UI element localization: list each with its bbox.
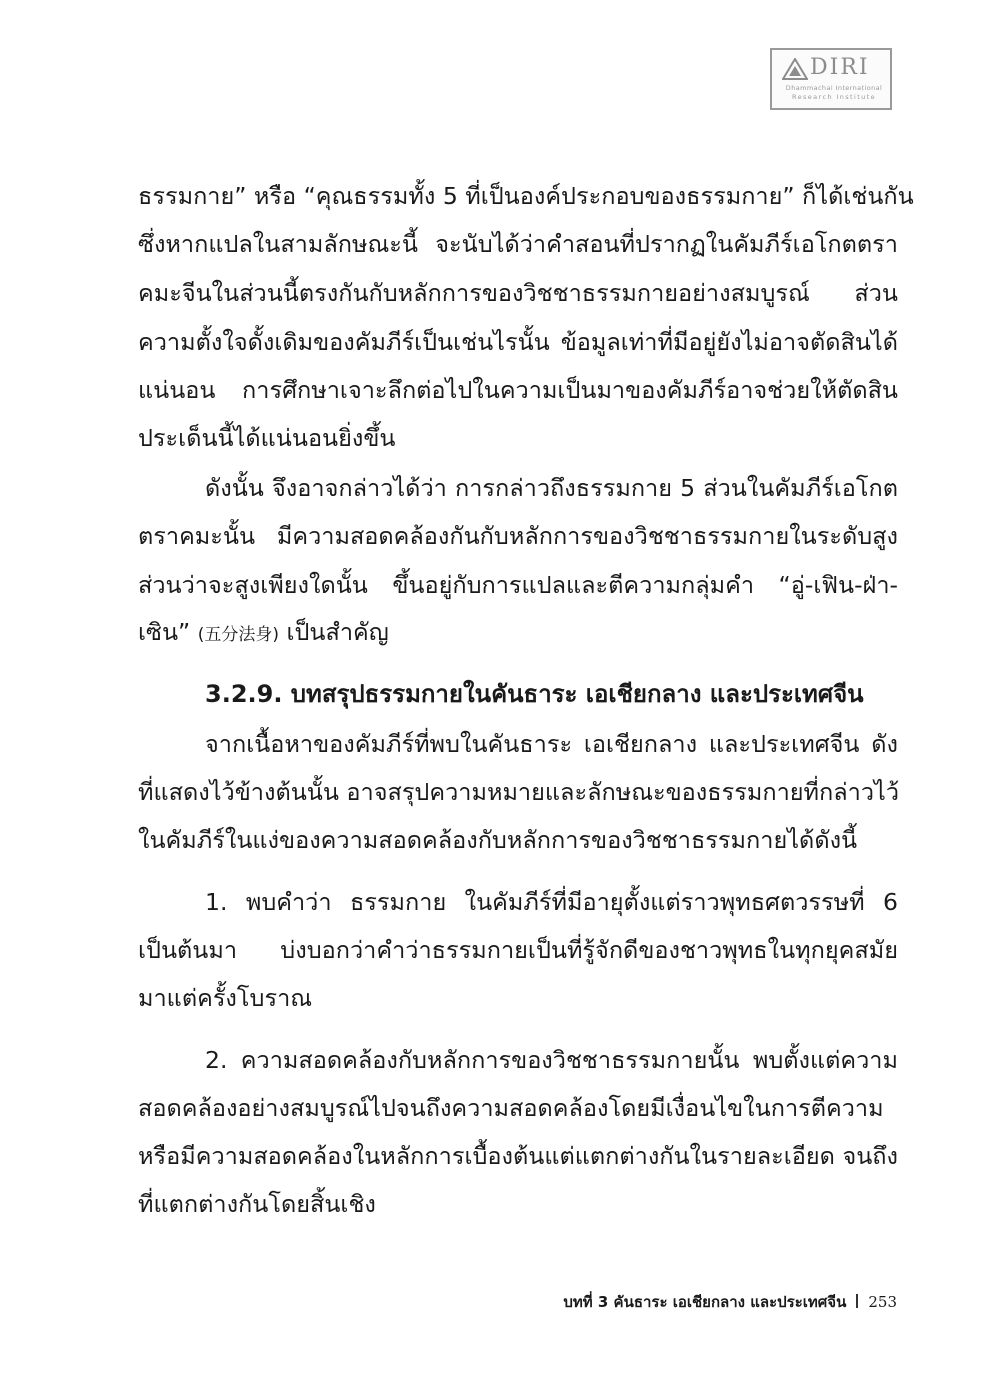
item2-line-1: 2. ความสอดคล้องกับหลักการของวิชชาธรรมกายนั้น พบตั้งแต่ความ xyxy=(205,1046,898,1074)
footer-chapter-title: บทที่ 3 คันธาระ เอเชียกลาง และประเทศจีน xyxy=(563,1293,847,1311)
section-heading: 3.2.9. บทสรุปธรรมกายในคันธาระ เอเชียกลาง และประเทศจีน xyxy=(205,680,864,708)
page-number: 253 xyxy=(868,1293,897,1311)
para2-line-1: ดังนั้น จึงอาจกล่าวได้ว่า การกล่าวถึงธรรมกาย 5 ส่วนในคัมภีร์เอโกต xyxy=(205,474,898,502)
item2-line-3: หรือมีความสอดคล้องในหลักการเบื้องต้นแต่แตกต่างกันในรายละเอียด จนถึง xyxy=(138,1142,898,1170)
item2-line-2: สอดคล้องอย่างสมบูรณ์ไปจนถึงความสอดคล้องโดยมีเงื่อนไขในการตีความ xyxy=(138,1094,884,1122)
item1-line-2: เป็นต้นมา บ่งบอกว่าคำว่าธรรมกายเป็นที่รู้จักดีของชาวพุทธในทุกยุคสมัย xyxy=(138,936,898,964)
para2-line-4 xyxy=(138,608,898,659)
item1-line-1: 1. พบคำว่า ธรรมกาย ในคัมภีร์ที่มีอายุตั้งแต่ราวพุทธศตวรรษที่ 6 xyxy=(205,888,898,916)
diri-triangle-icon xyxy=(782,58,808,80)
para2-last-text-a: เซิน” xyxy=(138,618,191,646)
item2-line-4: ที่แตกต่างกันโดยสิ้นเชิง xyxy=(138,1190,376,1218)
para2-line-3: ส่วนว่าจะสูงเพียงใดนั้น ขึ้นอยู่กับการแปลและตีความกลุ่มคำ “อู่-เฟิน-ฝ่า- xyxy=(138,571,898,599)
logo-subtitle-2: Research Institute xyxy=(791,93,877,101)
item1-line-3: มาแต่ครั้งโบราณ xyxy=(138,984,313,1012)
para1-line-6: ประเด็นนี้ได้แน่นอนยิ่งขึ้น xyxy=(138,424,396,452)
para1-line-3: คมะจีนในส่วนนี้ตรงกันกับหลักการของวิชชาธรรมกายอย่างสมบูรณ์ ส่วน xyxy=(138,279,898,307)
para1-line-4: ความตั้งใจดั้งเดิมของคัมภีร์เป็นเช่นไรนั้น ข้อมูลเท่าที่มีอยู่ยังไม่อาจตัดสินได้ xyxy=(138,328,898,356)
para1-line-1: ธรรมกาย” หรือ “คุณธรรมทั้ง 5 ที่เป็นองค์ประกอบของธรรมกาย” ก็ได้เช่นกัน xyxy=(138,182,914,210)
logo-name: DIRI xyxy=(810,55,870,80)
logo-subtitle-1: Dhammachai International xyxy=(785,84,883,92)
para3-line-3: ในคัมภีร์ในแง่ของความสอดคล้องกับหลักการของวิชชาธรรมกายได้ดังนี้ xyxy=(138,826,858,854)
footer-separator xyxy=(856,1294,858,1308)
para2-last-text-b: เป็นสำคัญ xyxy=(286,618,389,646)
para3-line-1: จากเนื้อหาของคัมภีร์ที่พบในคันธาระ เอเชียกลาง และประเทศจีน ดัง xyxy=(205,730,898,758)
diri-logo xyxy=(770,48,892,110)
para2-chinese-term: (五分法身) xyxy=(197,625,279,645)
para2-line-2: ตราคมะนั้น มีความสอดคล้องกันกับหลักการของวิชชาธรรมกายในระดับสูง xyxy=(138,522,898,550)
para1-line-5: แน่นอน การศึกษาเจาะลึกต่อไปในความเป็นมาของคัมภีร์อาจช่วยให้ตัดสิน xyxy=(138,376,898,404)
page-footer xyxy=(563,1290,897,1314)
para3-line-2: ที่แสดงไว้ข้างต้นนั้น อาจสรุปความหมายและลักษณะของธรรมกายที่กล่าวไว้ xyxy=(138,778,900,806)
para1-line-2: ซึ่งหากแปลในสามลักษณะนี้ จะนับได้ว่าคำสอนที่ปรากฏในคัมภีร์เอโกตตรา xyxy=(138,230,898,258)
